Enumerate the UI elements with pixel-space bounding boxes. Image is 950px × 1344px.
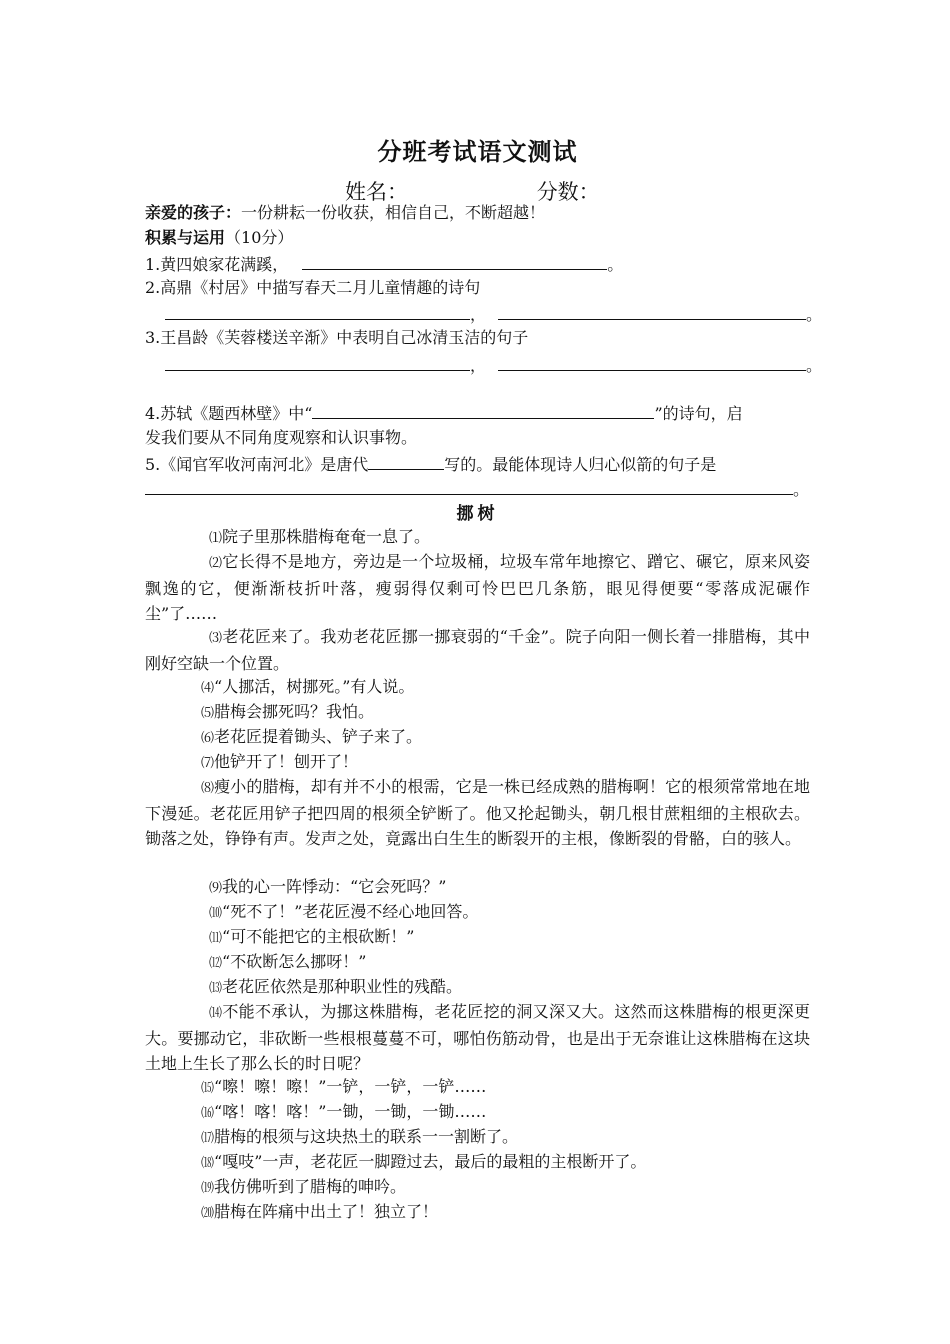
- answer-blank[interactable]: [368, 453, 444, 470]
- question-3: [145, 328, 528, 348]
- paragraph-number: ⒅: [201, 1156, 215, 1171]
- paragraph-text: 腊梅会挪死吗？我怕。: [214, 702, 375, 721]
- paragraph-text: 腊梅在阵痛中出土了！独立了！: [214, 1202, 439, 1221]
- passage-title: 挪树: [456, 504, 499, 524]
- passage-paragraph: [145, 899, 810, 926]
- paragraph-text: 瘦小的腊梅，却有并不小的根需，它是一株已经成熟的腊梅啊！它的根须常常地在地下漫延。老花匠用铲子把四周的根须全铲断了。他又抡起锄头，朝几根甘蔗粗细的主根砍去。锄落之处，铮铮有声。发声之处，竟露出白生生的断裂开的主根，像断裂的骨骼，白的骇人。: [145, 777, 810, 848]
- greeting: [145, 203, 545, 223]
- answer-blank[interactable]: [312, 402, 654, 419]
- paragraph-text: 老花匠来了。我劝老花匠挪一挪衰弱的“千金”。院子向阳一侧长着一排腊梅，其中刚好空缺一个位置。: [145, 627, 810, 673]
- paragraph-text: “嚓！嚓！嚓！”一铲，一铲，一铲……: [214, 1077, 487, 1096]
- passage-paragraph: [145, 1099, 810, 1126]
- paragraph-text: “人挪活，树挪死。”有人说。: [214, 677, 415, 696]
- paragraph-text: “喀！喀！喀！”一锄，一锄，一锄……: [214, 1102, 487, 1121]
- question-1: [145, 253, 623, 275]
- question-2: [145, 278, 480, 298]
- paragraph-text: “可不能把它的主根砍断！”: [222, 927, 415, 946]
- score-label: 分数：: [536, 180, 600, 204]
- paragraph-text: 它长得不是地方，旁边是一个垃圾桶，垃圾车常年地擦它、蹭它、碾它，原来风姿飘逸的它，便渐渐枝折叶落，瘦弱得仅剩可怜巴巴几条筋，眼见得便要“零落成泥碾作尘”了……: [145, 552, 810, 623]
- paragraph-number: ⒁: [209, 1006, 223, 1021]
- answer-blank[interactable]: [498, 354, 806, 371]
- question-4-pre: 4.苏轼《题西林壁》中“: [145, 404, 313, 423]
- question-4-post: ”的诗句，启: [654, 404, 743, 423]
- paragraph-number: ⑻: [201, 781, 215, 796]
- section-points: （10分）: [225, 228, 294, 247]
- paragraph-number: ⑴: [209, 531, 223, 546]
- passage-paragraph: [145, 524, 810, 551]
- paragraph-text: “不砍断怎么挪呀！”: [222, 952, 367, 971]
- passage-paragraph: [145, 749, 810, 776]
- question-3-answers: [145, 354, 822, 376]
- comma: ，: [470, 305, 487, 324]
- question-3-text: 3.王昌龄《芙蓉楼送辛渐》中表明自己冰清玉洁的句子: [145, 328, 529, 347]
- passage-paragraph: [145, 1074, 810, 1101]
- paragraph-text: 老花匠提着锄头、铲子来了。: [214, 727, 423, 746]
- passage-paragraph: [145, 1124, 810, 1151]
- period: 。: [793, 480, 810, 499]
- paragraph-number: ⑽: [209, 906, 223, 921]
- answer-blank[interactable]: [145, 478, 793, 495]
- passage-paragraph: [145, 624, 810, 676]
- passage-paragraph: [145, 874, 810, 901]
- paragraph-number: ⒄: [201, 1131, 215, 1146]
- answer-blank[interactable]: [498, 303, 806, 320]
- passage-paragraph: [145, 974, 810, 1001]
- paragraph-text: 老花匠依然是那种职业性的残酷。: [222, 977, 463, 996]
- paragraph-number: ⑷: [201, 681, 215, 696]
- greeting-label: 亲爱的孩子：: [145, 203, 242, 222]
- question-2-text: 2.高鼎《村居》中描写春天二月儿童情趣的诗句: [145, 278, 481, 297]
- section-heading: [145, 228, 293, 248]
- paragraph-text: 我的心一阵悸动：“它会死吗？”: [222, 877, 447, 896]
- paragraph-text: “死不了！”老花匠漫不经心地回答。: [222, 902, 479, 921]
- paragraph-text: 院子里那株腊梅奄奄一息了。: [222, 527, 431, 546]
- question-4: [145, 402, 743, 424]
- paragraph-number: ⑺: [201, 756, 215, 771]
- passage-paragraph: [145, 724, 810, 751]
- paragraph-number: ⒀: [209, 981, 223, 996]
- paragraph-number: ⒆: [201, 1181, 215, 1196]
- passage-paragraph: [145, 674, 810, 701]
- paragraph-text: 我仿佛听到了腊梅的呻吟。: [214, 1177, 407, 1196]
- passage-paragraph: [145, 1199, 810, 1226]
- paragraph-number: ⑹: [201, 731, 215, 746]
- comma: ，: [470, 356, 487, 375]
- question-2-answers: [145, 303, 822, 325]
- passage-paragraph: [145, 1149, 810, 1176]
- passage-paragraph: [145, 774, 810, 851]
- paragraph-number: ⑸: [201, 706, 215, 721]
- name-score-bar: [345, 176, 600, 206]
- question-5: [145, 453, 716, 475]
- passage-paragraph: [145, 699, 810, 726]
- paragraph-number: ⑵: [209, 556, 223, 571]
- paragraph-number: ⒇: [201, 1206, 215, 1221]
- question-4-line2: 发我们要从不同角度观察和认识事物。: [145, 428, 418, 447]
- answer-blank[interactable]: [165, 354, 470, 371]
- question-1-text: 1.黄四娘家花满蹊，: [145, 255, 289, 274]
- greeting-text: 一份耕耘一份收获，相信自己，不断超越！: [241, 203, 546, 222]
- paragraph-text: 腊梅的根须与这块热土的联系一一割断了。: [214, 1127, 519, 1146]
- passage-paragraph: [145, 999, 810, 1076]
- paragraph-text: “嘎吱”一声，老花匠一脚蹬过去，最后的最粗的主根断开了。: [214, 1152, 647, 1171]
- paragraph-number: ⑿: [209, 956, 223, 971]
- period: 。: [607, 255, 624, 274]
- paragraph-number: ⑾: [209, 931, 223, 946]
- paragraph-number: ⑶: [209, 631, 223, 646]
- passage-paragraph: [145, 1174, 810, 1201]
- answer-blank[interactable]: [302, 253, 607, 270]
- page-title: 分班考试语文测试: [377, 137, 578, 166]
- paragraph-text: 不能不承认，为挪这株腊梅，老花匠挖的洞又深又大。这然而这株腊梅的根更深更大。要挪动它，非砍断一些根根蔓蔓不可，哪怕伤筋动骨，也是出于无奈谁让这株腊梅在这块土地上生长了那么长的时日呢？: [145, 1002, 810, 1073]
- paragraph-number: ⒃: [201, 1106, 215, 1121]
- question-5-pre: 5.《闻官军收河南河北》是唐代: [145, 455, 369, 474]
- paragraph-text: 他铲开了！刨开了！: [214, 752, 359, 771]
- passage-paragraph: [145, 549, 810, 626]
- question-5-post: 写的。最能体现诗人归心似箭的句子是: [444, 455, 717, 474]
- question-5-answer: [145, 478, 809, 500]
- passage-paragraph: [145, 924, 810, 951]
- paragraph-number: ⒂: [201, 1081, 215, 1096]
- passage-paragraph: [145, 949, 810, 976]
- name-label: 姓名：: [345, 180, 408, 204]
- period: 。: [806, 356, 823, 375]
- answer-blank[interactable]: [165, 303, 470, 320]
- period: 。: [806, 305, 823, 324]
- paragraph-number: ⑼: [209, 881, 223, 896]
- section-label: 积累与运用: [145, 228, 226, 247]
